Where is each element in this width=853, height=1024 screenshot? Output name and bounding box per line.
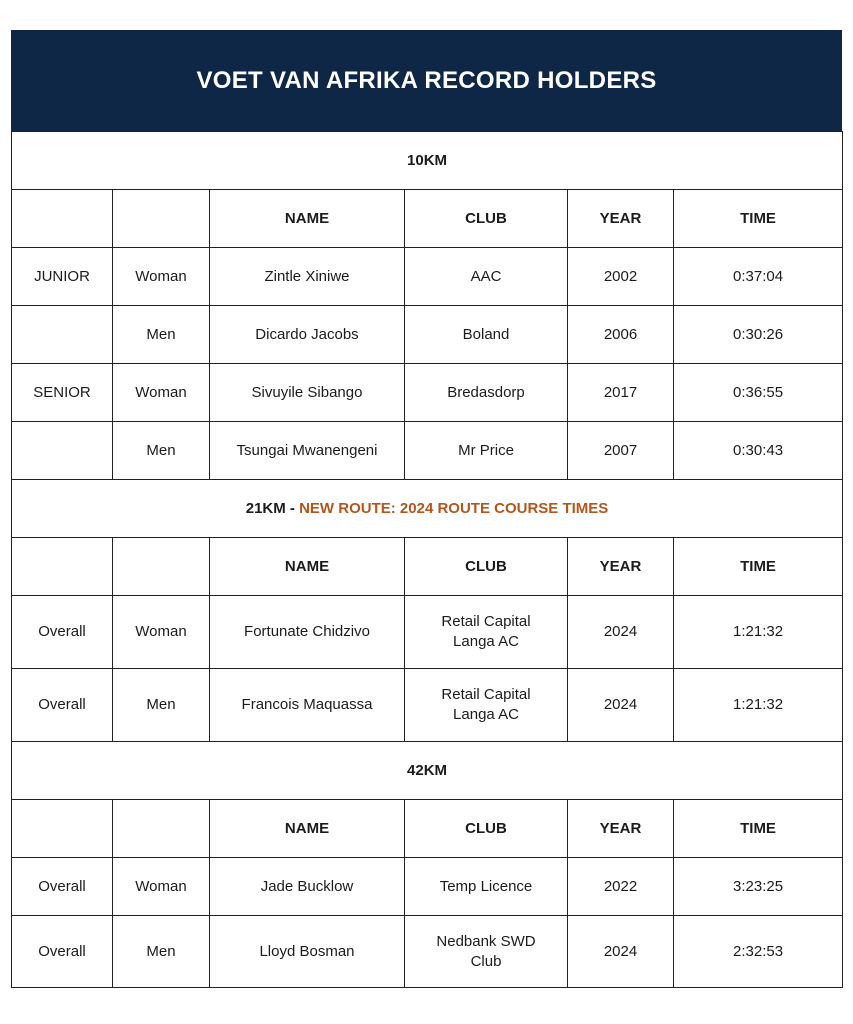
header-name: NAME xyxy=(210,538,405,596)
name-cell: Sivuyile Sibango xyxy=(210,364,405,422)
header-name: NAME xyxy=(210,800,405,858)
club-line: Retail Capital xyxy=(441,613,531,630)
gender-cell: Men xyxy=(113,306,210,364)
table-row xyxy=(12,364,843,422)
header-year: YEAR xyxy=(568,538,674,596)
name-cell: Lloyd Bosman xyxy=(210,916,405,988)
gender-cell: Woman xyxy=(113,248,210,306)
gender-cell: Woman xyxy=(113,596,210,669)
time-cell: 1:21:32 xyxy=(674,669,843,742)
time-cell: 0:37:04 xyxy=(674,248,843,306)
header-time: TIME xyxy=(674,190,843,248)
category-cell: Overall xyxy=(12,596,113,669)
club-cell xyxy=(405,669,568,742)
section-title-10km: 10KM xyxy=(12,132,843,190)
header-year: YEAR xyxy=(568,190,674,248)
header-club: CLUB xyxy=(405,190,568,248)
name-cell: Tsungai Mwanengeni xyxy=(210,422,405,480)
header-blank xyxy=(113,190,210,248)
club-line: Nedbank SWD xyxy=(436,932,536,950)
gender-cell: Woman xyxy=(113,364,210,422)
club-cell: Mr Price xyxy=(405,422,568,480)
records-document xyxy=(11,30,842,988)
time-cell: 0:36:55 xyxy=(674,364,843,422)
header-blank xyxy=(12,538,113,596)
club-line: Langa AC xyxy=(453,706,519,723)
header-time: TIME xyxy=(674,800,843,858)
club-cell: AAC xyxy=(405,248,568,306)
club-cell: Bredasdorp xyxy=(405,364,568,422)
name-cell: Jade Bucklow xyxy=(210,858,405,916)
name-cell: Zintle Xiniwe xyxy=(210,248,405,306)
category-cell xyxy=(12,306,113,364)
gender-cell: Men xyxy=(113,669,210,742)
year-cell: 2007 xyxy=(568,422,674,480)
category-cell: JUNIOR xyxy=(12,248,113,306)
section-row-21km xyxy=(12,480,843,538)
gender-cell: Woman xyxy=(113,858,210,916)
year-cell: 2002 xyxy=(568,248,674,306)
section-title-42km: 42KM xyxy=(12,742,843,800)
header-year: YEAR xyxy=(568,800,674,858)
club-cell: Boland xyxy=(405,306,568,364)
name-cell: Dicardo Jacobs xyxy=(210,306,405,364)
header-blank xyxy=(12,190,113,248)
header-blank xyxy=(113,538,210,596)
category-cell: Overall xyxy=(12,858,113,916)
header-name: NAME xyxy=(210,190,405,248)
year-cell: 2006 xyxy=(568,306,674,364)
section-row-42km xyxy=(12,742,843,800)
table-row xyxy=(12,596,843,669)
page-title: VOET VAN AFRIKA RECORD HOLDERS xyxy=(11,30,842,131)
header-blank xyxy=(12,800,113,858)
year-cell: 2017 xyxy=(568,364,674,422)
section-label: 21KM - xyxy=(245,499,300,517)
header-time: TIME xyxy=(674,538,843,596)
year-cell: 2024 xyxy=(568,916,674,988)
name-cell: Francois Maquassa xyxy=(210,669,405,742)
table-row xyxy=(12,306,843,364)
header-row xyxy=(12,800,843,858)
table-row xyxy=(12,248,843,306)
club-line: Club xyxy=(470,952,502,970)
table-row xyxy=(12,858,843,916)
header-club: CLUB xyxy=(405,800,568,858)
category-cell xyxy=(12,422,113,480)
category-cell: Overall xyxy=(12,916,113,988)
time-cell: 2:32:53 xyxy=(674,916,843,988)
header-club: CLUB xyxy=(405,538,568,596)
table-row xyxy=(12,669,843,742)
name-cell: Fortunate Chidzivo xyxy=(210,596,405,669)
table-row xyxy=(12,916,843,988)
year-cell: 2022 xyxy=(568,858,674,916)
section-row-10km xyxy=(12,132,843,190)
section-label-accent: NEW ROUTE: 2024 ROUTE COURSE TIMES xyxy=(299,499,609,517)
club-line: Retail Capital xyxy=(441,686,531,703)
gender-cell: Men xyxy=(113,916,210,988)
club-cell xyxy=(405,916,568,988)
gender-cell: Men xyxy=(113,422,210,480)
records-table xyxy=(11,131,843,988)
header-blank xyxy=(113,800,210,858)
time-cell: 1:21:32 xyxy=(674,596,843,669)
club-line: Langa AC xyxy=(453,633,519,650)
table-row xyxy=(12,422,843,480)
year-cell: 2024 xyxy=(568,596,674,669)
category-cell: Overall xyxy=(12,669,113,742)
time-cell: 3:23:25 xyxy=(674,858,843,916)
club-cell: Temp Licence xyxy=(405,858,568,916)
time-cell: 0:30:26 xyxy=(674,306,843,364)
header-row xyxy=(12,538,843,596)
club-cell xyxy=(405,596,568,669)
section-title-21km xyxy=(12,480,843,538)
time-cell: 0:30:43 xyxy=(674,422,843,480)
category-cell: SENIOR xyxy=(12,364,113,422)
header-row xyxy=(12,190,843,248)
year-cell: 2024 xyxy=(568,669,674,742)
